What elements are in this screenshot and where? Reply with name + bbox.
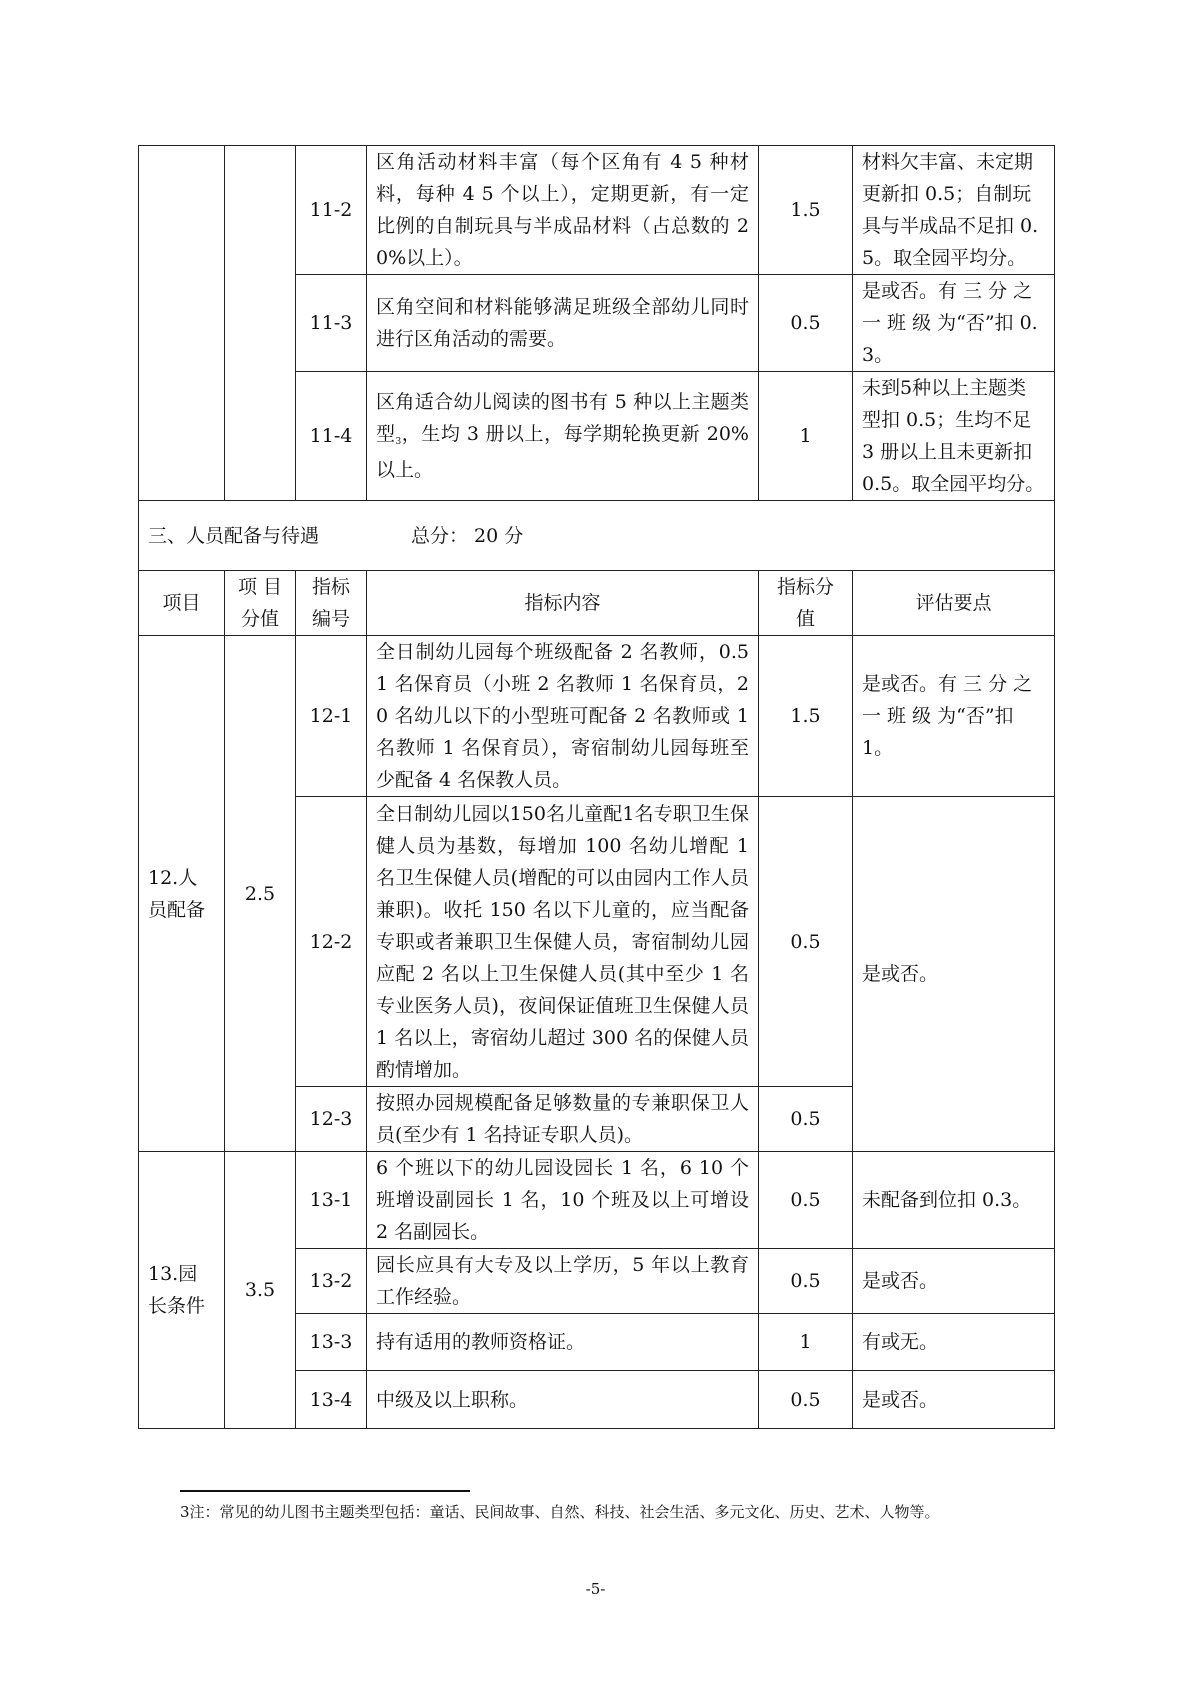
item-name-cell: 13.园长条件 [139,1152,225,1429]
indicator-score: 1 [759,372,853,501]
section-total: 总分： 20 分 [411,524,524,547]
content-text: 区角适合幼儿阅读的图书有 5 种以上主题类型 [376,391,749,445]
indicator-score: 0.5 [759,275,853,372]
evaluation-table [138,145,1055,1429]
indicator-content: 区角空间和材料能够满足班级全部幼儿同时进行区角活动的需要。 [367,275,759,372]
indicator-score: 0.5 [759,1087,853,1152]
evaluation-points: 是或否。有 三 分 之 一 班 级 为“否”扣 1。 [853,636,1055,797]
indicator-content: 中级及以上职称。 [367,1371,759,1429]
header-item-score: 项 目分值 [225,571,296,636]
evaluation-points: 未配备到位扣 0.3。 [853,1152,1055,1249]
indicator-score: 0.5 [759,1249,853,1314]
item-name-cell: 12.人员配备 [139,636,225,1152]
indicator-code: 13-1 [296,1152,367,1249]
item-score-cell: 2.5 [225,636,296,1152]
evaluation-points: 材料欠丰富、未定期更新扣 0.5；自制玩具与半成品不足扣 0.5。取全园平均分。 [853,146,1055,275]
evaluation-points: 是或否。 [853,1249,1055,1314]
item-score-cell [225,146,296,501]
section-heading [139,501,1055,571]
indicator-content: 持有适用的教师资格证。 [367,1314,759,1371]
indicator-code: 11-3 [296,275,367,372]
table-row [139,1152,1055,1249]
evaluation-points: 是或否。有 三 分 之 一 班 级 为“否”扣 0.3。 [853,275,1055,372]
table-row [139,146,1055,275]
item-score-cell: 3.5 [225,1152,296,1429]
indicator-code: 11-2 [296,146,367,275]
header-code: 指标编号 [296,571,367,636]
header-content: 指标内容 [367,571,759,636]
indicator-score: 0.5 [759,1152,853,1249]
item-name-cell [139,146,225,501]
indicator-code: 13-2 [296,1249,367,1314]
indicator-content: 全日制幼儿园每个班级配备 2 名教师，0.5 1 名保育员（小班 2 名教师 1 名保育员，20 名幼儿以下的小型班可配备 2 名教师或 1 名教师 1 名保育员），寄宿制幼儿园每班至少配备 4 名保教人员。 [367,636,759,797]
table-row [139,636,1055,797]
footnote: 3注：常见的幼儿图书主题类型包括：童话、民间故事、自然、科技、社会生活、多元文化、历史、艺术、人物等。 [180,1503,940,1521]
indicator-score: 0.5 [759,1371,853,1429]
indicator-content: 按照办园规模配备足够数量的专兼职保卫人员(至少有 1 名持证专职人员)。 [367,1087,759,1152]
indicator-code: 11-4 [296,372,367,501]
indicator-code: 12-2 [296,797,367,1087]
indicator-code: 12-1 [296,636,367,797]
footnote-mark: 3 [395,437,402,447]
indicator-code: 13-4 [296,1371,367,1429]
indicator-content: 全日制幼儿园以150名儿童配1名专职卫生保健人员为基数，每增加 100 名幼儿增配 1 名卫生保健人员(增配的可以由园内工作人员兼职)。收托 150 名以下儿童的，应当配备专职或者兼职卫生保健人员，寄宿制幼儿园应配 2 名以上卫生保健人员(其中至少 1 名专业医务人员)，夜间保证值班卫生保健人员 1 名以上，寄宿幼儿超过 300 名的保健人员酌情增加。 [367,797,759,1087]
indicator-score: 0.5 [759,797,853,1087]
header-score: 指标分值 [759,571,853,636]
header-item: 项目 [139,571,225,636]
content-text: ，生均 3 册以上，每学期轮换更新 20% 以上。 [376,423,749,481]
header-points: 评估要点 [853,571,1055,636]
indicator-score: 1.5 [759,636,853,797]
evaluation-points: 是或否。 [853,797,1055,1152]
section-title: 三、人员配备与待遇 [148,524,320,547]
header-row [139,571,1055,636]
page-number: -5- [585,1580,606,1598]
indicator-code: 13-3 [296,1314,367,1371]
indicator-content: 区角活动材料丰富（每个区角有 4 5 种材料，每种 4 5 个以上），定期更新，有一定比例的自制玩具与半成品材料（占总数的 20%以上）。 [367,146,759,275]
indicator-content [367,372,759,501]
indicator-content: 6 个班以下的幼儿园设园长 1 名，6 10 个班增设副园长 1 名，10 个班及以上可增设 2 名副园长。 [367,1152,759,1249]
evaluation-points: 是或否。 [853,1371,1055,1429]
footnote-divider [180,1490,470,1492]
indicator-code: 12-3 [296,1087,367,1152]
evaluation-points: 有或无。 [853,1314,1055,1371]
indicator-score: 1 [759,1314,853,1371]
section-heading-row [139,501,1055,571]
indicator-score: 1.5 [759,146,853,275]
indicator-content: 园长应具有大专及以上学历，5 年以上教育工作经验。 [367,1249,759,1314]
evaluation-points: 未到5种以上主题类型扣 0.5；生均不足 3 册以上且未更新扣 0.5。取全园平均分。 [853,372,1055,501]
